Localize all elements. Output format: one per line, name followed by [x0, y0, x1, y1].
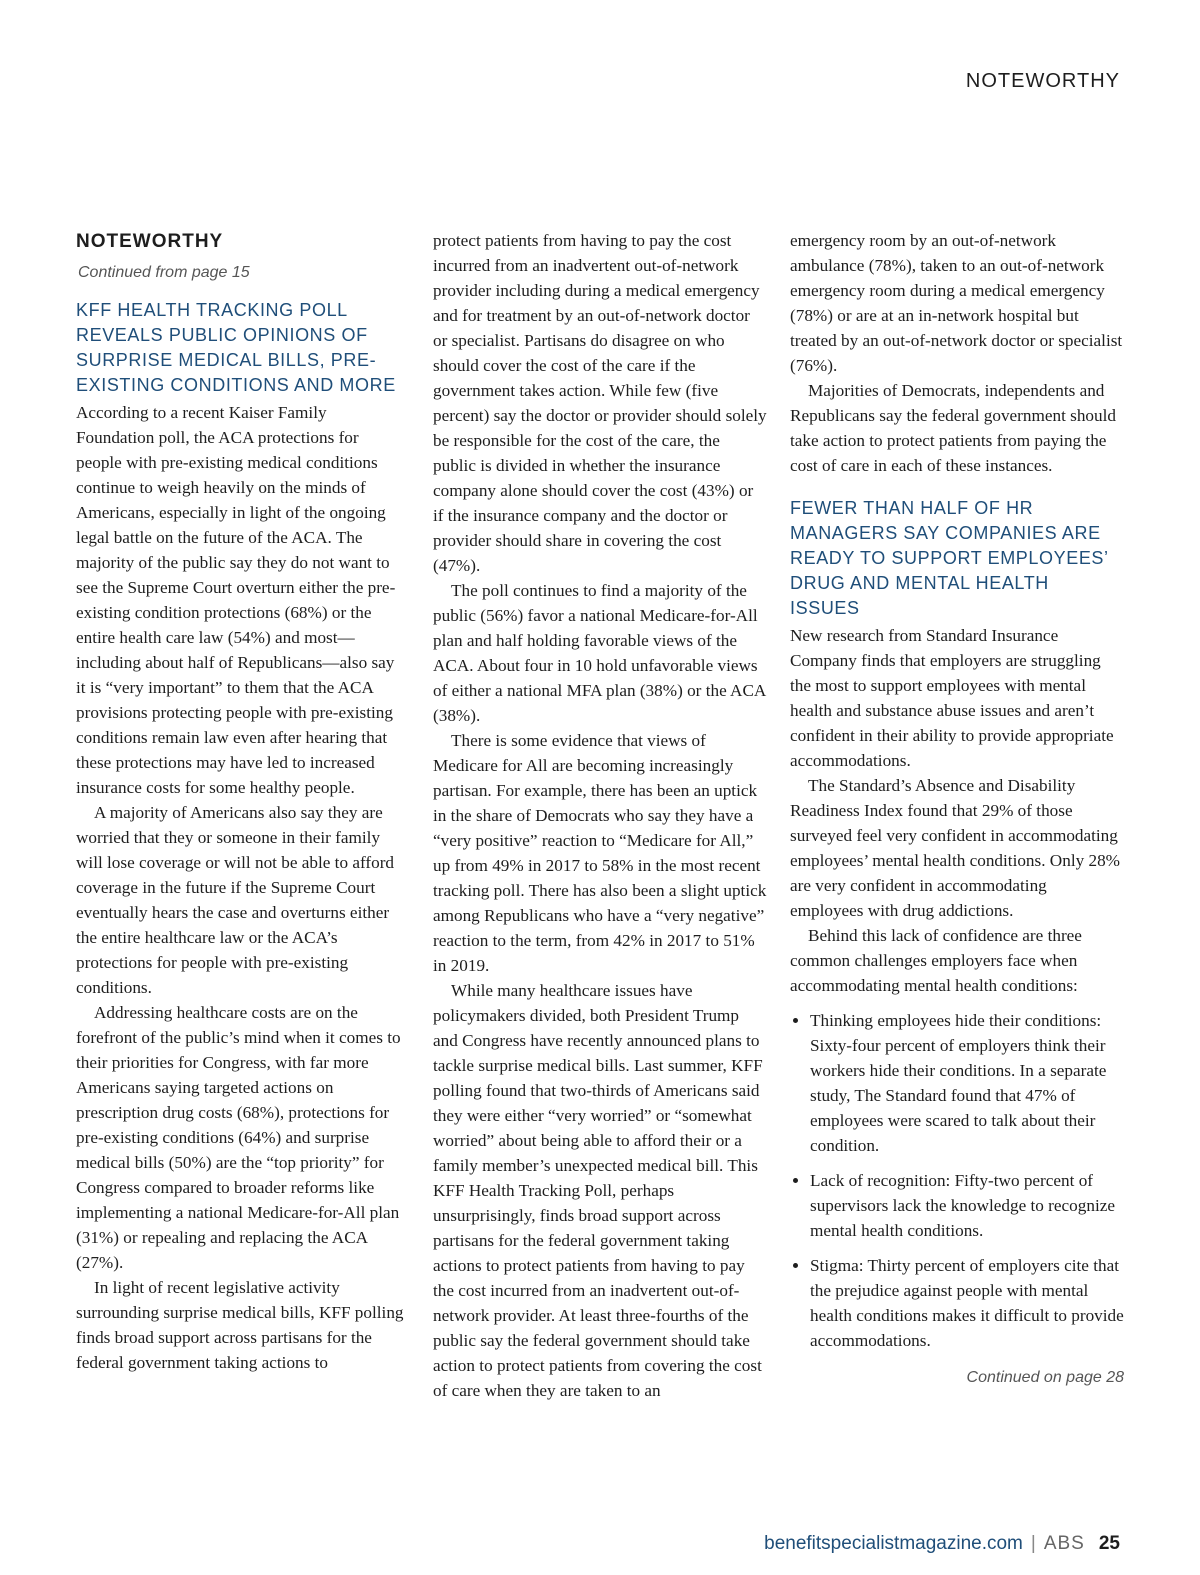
continued-from-note: Continued from page 15 [78, 264, 250, 281]
article-1-paragraph: A majority of Americans also say they are worried that they or someone in their family will lose coverage or will not be able to afford coverage in the future if the Supreme Court eventually hears the case and overturns either the entire healthcare law or the ACA’s protections for people with pre-existing conditions. [76, 803, 395, 997]
continued-on-note: Continued on page 28 [966, 1369, 1124, 1386]
section-label: NOTEWORTHY [76, 231, 224, 252]
list-item: • Thinking employees hide their conditions: Sixty-four percent of employers think their workers hide their conditions. In a separate study, The Standard found that 47% of employees were scared to talk about their condition. [810, 1008, 1124, 1158]
list-item: • Stigma: Thirty percent of employers cite that the prejudice against people with mental health conditions makes it difficult to provide accommodations. [810, 1253, 1124, 1353]
article-1-paragraph: In light of recent legislative activity surrounding surprise medical bills, KFF polling finds broad support across partisans for the federal government taking actions to [76, 1278, 404, 1372]
article-2-headline: FEWER THAN HALF OF HR MANAGERS SAY COMPANIES ARE READY TO SUPPORT EMPLOYEES’ DRUG AND MENTAL HEALTH ISSUES [790, 498, 1108, 618]
footer-publication: ABS [1043, 1533, 1085, 1554]
article-1-paragraph: Majorities of Democrats, independents and Republicans say the federal government should take action to protect patients from paying the cost of care in each of these instances. [790, 381, 1116, 475]
article-1-paragraph: Addressing healthcare costs are on the forefront of the public’s mind when it comes to their priorities for Congress, with far more Americans saying targeted actions on prescription drug costs (68%), protections for pre-existing conditions (64%) and surprise medical bills (50%) are the “top priority” for Congress compared to broader reforms like implementing a national Medicare-for-All plan (31%) or repealing and replacing the ACA (27%). [76, 1003, 401, 1272]
footer-separator: | [1030, 1533, 1036, 1554]
page-number: 25 [1098, 1533, 1120, 1554]
article-2-paragraph: The Standard’s Absence and Disability Readiness Index found that 29% of those surveyed feel very confident in accommodating employees’ mental health conditions. Only 28% are very confident in accommodating employees with drug addictions. [790, 776, 1120, 920]
article-1-paragraph: According to a recent Kaiser Family Foundation poll, the ACA protections for people with pre-existing medical conditions continue to weigh heavily on the minds of Americans, especially in light of the ongoing legal battle on the future of the ACA. The majority of the public say they do not want to see the Supreme Court overturn either the pre-existing condition protections (68%) or the entire health care law (54%) and most—including about half of Republicans—also say it is “very important” to them that the ACA provisions protecting people with pre-existing conditions remain law even after hearing that these protections may have led to increased insurance costs for some healthy people. [76, 403, 396, 797]
running-head: NOTEWORTHY [965, 70, 1120, 92]
challenges-list [790, 1008, 1124, 1353]
page-footer [764, 1533, 1120, 1555]
article-2-paragraph: Behind this lack of confidence are three common challenges employers face when accommodating mental health conditions: [790, 926, 1082, 995]
article-1-paragraph: protect patients from having to pay the cost incurred from an inadvertent out-of-network provider including during a medical emergency and for treatment by an out-of-network doctor or specialist. Partisans do disagree on who should cover the cost of the care if the government takes action. While few (five percent) say the doctor or provider should solely be responsible for the cost of the care, the public is divided in whether the insurance company alone should cover the cost (43%) or if the insurance company and the doctor or provider should share in covering the cost (47%). [433, 231, 767, 575]
list-item: • Lack of recognition: Fifty-two percent of supervisors lack the knowledge to recognize mental health conditions. [810, 1168, 1124, 1243]
article-1-paragraph: While many healthcare issues have policymakers divided, both President Trump and Congress have recently announced plans to tackle surprise medical bills. Last summer, KFF polling found that two-thirds of Americans said they were either “very worried” or “somewhat worried” about being able to afford their or a family member’s unexpected medical bill. This KFF Health Tracking Poll, perhaps unsurprisingly, finds broad support across partisans for the federal government taking actions to protect patients from having to pay the cost incurred from an inadvertent out-of-network provider. At least three-fourths of the public say the federal government should take action to protect patients from covering the cost of care when they are taken to an [433, 981, 763, 1400]
footer-site-url: benefitspecialistmagazine.com [764, 1533, 1023, 1554]
article-1-paragraph: emergency room by an out-of-network ambulance (78%), taken to an out-of-network emergency room during a medical emergency (78%) or are at an in-network hospital but treated by an out-of-network doctor or specialist (76%). [790, 231, 1123, 375]
column-2 [433, 228, 767, 1403]
column-1 [76, 228, 408, 1375]
article-2-paragraph: New research from Standard Insurance Company finds that employers are struggling the most to support employees with mental health and substance abuse issues and aren’t confident in their ability to provide appropriate accommodations. [790, 626, 1114, 770]
article-1-paragraph: There is some evidence that views of Medicare for All are becoming increasingly partisan. For example, there has been an uptick in the share of Democrats who say they have a “very positive” reaction to “Medicare for All,” up from 49% in 2017 to 58% in the most recent tracking poll. There has also been a slight uptick among Republicans who have a “very negative” reaction to the term, from 42% in 2017 to 51% in 2019. [433, 731, 767, 975]
article-1-paragraph: The poll continues to find a majority of the public (56%) favor a national Medicare-for-All plan and half holding favorable views of the ACA. About four in 10 hold unfavorable views of either a national MFA plan (38%) or the ACA (38%). [433, 581, 766, 725]
article-1-headline: KFF HEALTH TRACKING POLL REVEALS PUBLIC OPINIONS OF SURPRISE MEDICAL BILLS, PRE-EXISTING CONDITIONS AND MORE [76, 300, 396, 395]
column-3 [790, 228, 1124, 1389]
